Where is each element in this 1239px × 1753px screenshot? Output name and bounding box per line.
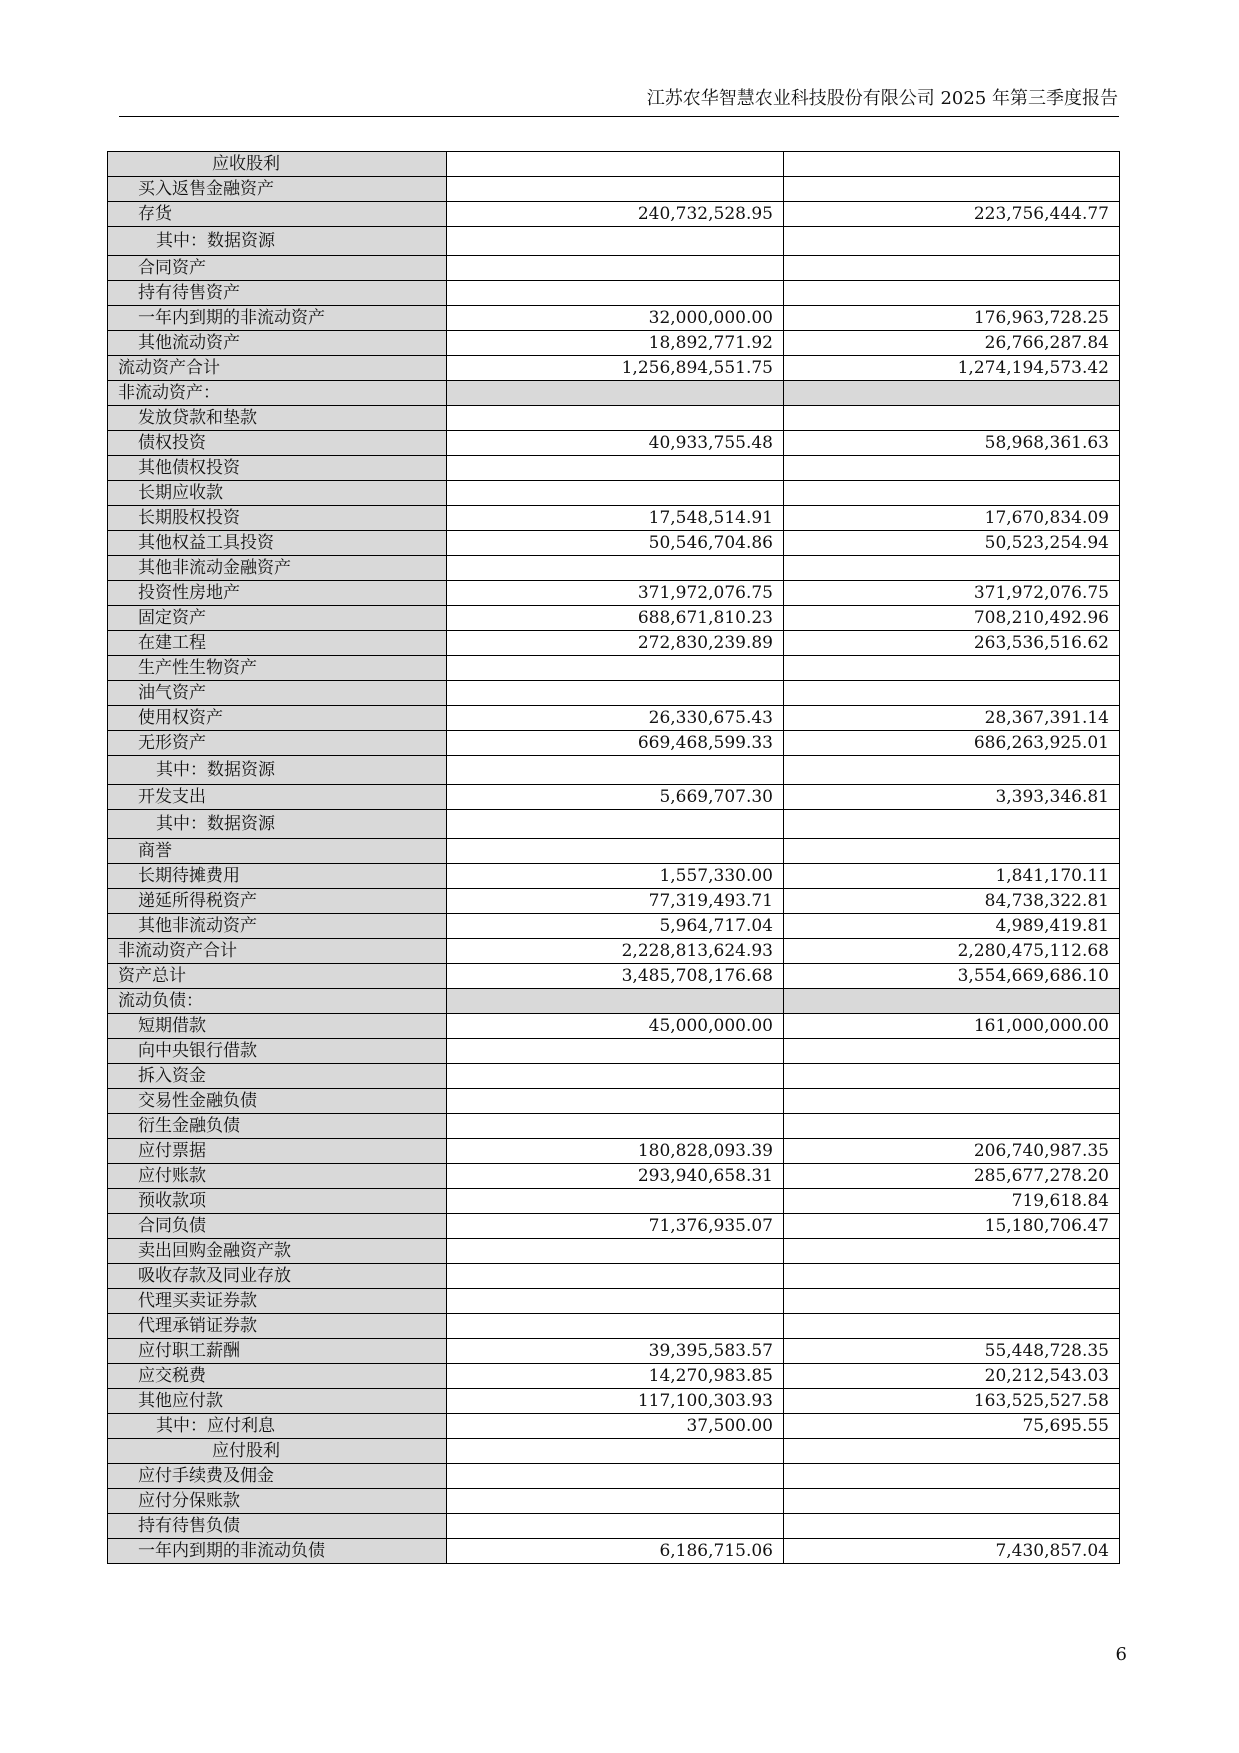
prior-period-value bbox=[784, 656, 1120, 681]
prior-period-value: 26,766,287.84 bbox=[784, 331, 1120, 356]
prior-period-value bbox=[784, 152, 1120, 177]
prior-period-value: 3,393,346.81 bbox=[784, 785, 1120, 810]
row-label: 短期借款 bbox=[108, 1014, 447, 1039]
current-period-value bbox=[447, 227, 784, 256]
row-label: 其他应付款 bbox=[108, 1389, 447, 1414]
current-period-value bbox=[447, 1489, 784, 1514]
table-row bbox=[108, 356, 1120, 381]
current-period-value: 26,330,675.43 bbox=[447, 706, 784, 731]
row-label: 买入返售金融资产 bbox=[108, 177, 447, 202]
row-label: 开发支出 bbox=[108, 785, 447, 810]
prior-period-value bbox=[784, 1464, 1120, 1489]
row-label: 油气资产 bbox=[108, 681, 447, 706]
prior-period-value bbox=[784, 1514, 1120, 1539]
table-row bbox=[108, 1164, 1120, 1189]
current-period-value: 293,940,658.31 bbox=[447, 1164, 784, 1189]
row-label: 应收股利 bbox=[108, 152, 447, 177]
table-row bbox=[108, 506, 1120, 531]
current-period-value: 272,830,239.89 bbox=[447, 631, 784, 656]
table-row bbox=[108, 431, 1120, 456]
prior-period-value bbox=[784, 1039, 1120, 1064]
row-label: 应付职工薪酬 bbox=[108, 1339, 447, 1364]
table-row bbox=[108, 1214, 1120, 1239]
prior-period-value bbox=[784, 1489, 1120, 1514]
table-row bbox=[108, 1539, 1120, 1564]
table-row bbox=[108, 1314, 1120, 1339]
table-row bbox=[108, 152, 1120, 177]
row-label: 流动资产合计 bbox=[108, 356, 447, 381]
header-divider bbox=[119, 116, 1119, 117]
prior-period-value: 163,525,527.58 bbox=[784, 1389, 1120, 1414]
current-period-value: 688,671,810.23 bbox=[447, 606, 784, 631]
table-row bbox=[108, 731, 1120, 756]
current-period-value: 2,228,813,624.93 bbox=[447, 939, 784, 964]
current-period-value: 45,000,000.00 bbox=[447, 1014, 784, 1039]
prior-period-value bbox=[784, 256, 1120, 281]
current-period-value bbox=[447, 1464, 784, 1489]
row-label: 债权投资 bbox=[108, 431, 447, 456]
current-period-value: 17,548,514.91 bbox=[447, 506, 784, 531]
prior-period-value: 176,963,728.25 bbox=[784, 306, 1120, 331]
current-period-value bbox=[447, 1289, 784, 1314]
table-row bbox=[108, 810, 1120, 839]
row-label: 应交税费 bbox=[108, 1364, 447, 1389]
row-label: 长期应收款 bbox=[108, 481, 447, 506]
row-label: 应付手续费及佣金 bbox=[108, 1464, 447, 1489]
current-period-value bbox=[447, 1264, 784, 1289]
table-row bbox=[108, 1239, 1120, 1264]
row-label: 其他流动资产 bbox=[108, 331, 447, 356]
table-row bbox=[108, 1414, 1120, 1439]
row-label: 其中：数据资源 bbox=[108, 227, 447, 256]
table-row bbox=[108, 606, 1120, 631]
current-period-value: 77,319,493.71 bbox=[447, 889, 784, 914]
current-period-value bbox=[447, 256, 784, 281]
table-row bbox=[108, 306, 1120, 331]
prior-period-value bbox=[784, 456, 1120, 481]
current-period-value: 18,892,771.92 bbox=[447, 331, 784, 356]
table-row bbox=[108, 864, 1120, 889]
table-row bbox=[108, 1389, 1120, 1414]
table-section-row bbox=[108, 989, 1120, 1014]
table-row bbox=[108, 889, 1120, 914]
row-label: 交易性金融负债 bbox=[108, 1089, 447, 1114]
current-period-value: 1,256,894,551.75 bbox=[447, 356, 784, 381]
current-period-value bbox=[447, 1439, 784, 1464]
prior-period-value bbox=[784, 1064, 1120, 1089]
table-row bbox=[108, 456, 1120, 481]
table-row bbox=[108, 964, 1120, 989]
current-period-value: 5,669,707.30 bbox=[447, 785, 784, 810]
current-period-value bbox=[447, 481, 784, 506]
current-period-value bbox=[447, 681, 784, 706]
current-period-value bbox=[447, 177, 784, 202]
current-period-value bbox=[447, 1089, 784, 1114]
current-period-value: 180,828,093.39 bbox=[447, 1139, 784, 1164]
table-row bbox=[108, 1439, 1120, 1464]
row-label: 其中：数据资源 bbox=[108, 756, 447, 785]
row-label: 投资性房地产 bbox=[108, 581, 447, 606]
table-section-row bbox=[108, 381, 1120, 406]
table-row bbox=[108, 556, 1120, 581]
current-period-value: 371,972,076.75 bbox=[447, 581, 784, 606]
table-row bbox=[108, 1489, 1120, 1514]
current-period-value: 39,395,583.57 bbox=[447, 1339, 784, 1364]
row-label: 吸收存款及同业存放 bbox=[108, 1264, 447, 1289]
prior-period-value bbox=[784, 227, 1120, 256]
row-label: 非流动资产合计 bbox=[108, 939, 447, 964]
row-label: 一年内到期的非流动负债 bbox=[108, 1539, 447, 1564]
row-label: 衍生金融负债 bbox=[108, 1114, 447, 1139]
prior-period-value: 263,536,516.62 bbox=[784, 631, 1120, 656]
table-row bbox=[108, 1039, 1120, 1064]
prior-period-value: 371,972,076.75 bbox=[784, 581, 1120, 606]
table-row bbox=[108, 177, 1120, 202]
table-row bbox=[108, 281, 1120, 306]
current-period-value: 6,186,715.06 bbox=[447, 1539, 784, 1564]
table-row bbox=[108, 914, 1120, 939]
row-label: 其中：数据资源 bbox=[108, 810, 447, 839]
table-row bbox=[108, 681, 1120, 706]
table-row bbox=[108, 202, 1120, 227]
table-row bbox=[108, 1364, 1120, 1389]
prior-period-value: 4,989,419.81 bbox=[784, 914, 1120, 939]
table-row bbox=[108, 581, 1120, 606]
prior-period-value: 84,738,322.81 bbox=[784, 889, 1120, 914]
prior-period-value: 206,740,987.35 bbox=[784, 1139, 1120, 1164]
prior-period-value: 1,841,170.11 bbox=[784, 864, 1120, 889]
prior-period-value bbox=[784, 1314, 1120, 1339]
row-label: 其他非流动资产 bbox=[108, 914, 447, 939]
current-period-value bbox=[447, 456, 784, 481]
row-label: 固定资产 bbox=[108, 606, 447, 631]
row-label: 持有待售负债 bbox=[108, 1514, 447, 1539]
prior-period-value: 17,670,834.09 bbox=[784, 506, 1120, 531]
prior-period-value: 7,430,857.04 bbox=[784, 1539, 1120, 1564]
current-period-value bbox=[447, 152, 784, 177]
prior-period-value: 15,180,706.47 bbox=[784, 1214, 1120, 1239]
prior-period-value bbox=[784, 681, 1120, 706]
current-period-value: 117,100,303.93 bbox=[447, 1389, 784, 1414]
prior-period-value bbox=[784, 1289, 1120, 1314]
page-number: 6 bbox=[1115, 1644, 1127, 1665]
prior-period-value: 55,448,728.35 bbox=[784, 1339, 1120, 1364]
row-label: 向中央银行借款 bbox=[108, 1039, 447, 1064]
table-row bbox=[108, 785, 1120, 810]
row-label: 合同负债 bbox=[108, 1214, 447, 1239]
row-label: 应付分保账款 bbox=[108, 1489, 447, 1514]
row-label: 持有待售资产 bbox=[108, 281, 447, 306]
current-period-value: 71,376,935.07 bbox=[447, 1214, 784, 1239]
row-label: 应付票据 bbox=[108, 1139, 447, 1164]
table-row bbox=[108, 481, 1120, 506]
row-label: 其中：应付利息 bbox=[108, 1414, 447, 1439]
row-label: 递延所得税资产 bbox=[108, 889, 447, 914]
prior-period-value bbox=[784, 406, 1120, 431]
current-period-value: 240,732,528.95 bbox=[447, 202, 784, 227]
row-label: 无形资产 bbox=[108, 731, 447, 756]
row-label: 在建工程 bbox=[108, 631, 447, 656]
table-row bbox=[108, 706, 1120, 731]
row-label: 预收款项 bbox=[108, 1189, 447, 1214]
current-period-value bbox=[447, 406, 784, 431]
prior-period-value bbox=[784, 839, 1120, 864]
current-period-value bbox=[447, 381, 784, 406]
prior-period-value: 75,695.55 bbox=[784, 1414, 1120, 1439]
prior-period-value bbox=[784, 810, 1120, 839]
table-row bbox=[108, 839, 1120, 864]
row-label: 长期股权投资 bbox=[108, 506, 447, 531]
current-period-value: 32,000,000.00 bbox=[447, 306, 784, 331]
prior-period-value bbox=[784, 989, 1120, 1014]
prior-period-value: 20,212,543.03 bbox=[784, 1364, 1120, 1389]
row-label: 流动负债： bbox=[108, 989, 447, 1014]
current-period-value bbox=[447, 1514, 784, 1539]
prior-period-value: 285,677,278.20 bbox=[784, 1164, 1120, 1189]
table-row bbox=[108, 656, 1120, 681]
prior-period-value: 3,554,669,686.10 bbox=[784, 964, 1120, 989]
row-label: 存货 bbox=[108, 202, 447, 227]
current-period-value bbox=[447, 1239, 784, 1264]
table-row bbox=[108, 227, 1120, 256]
prior-period-value: 161,000,000.00 bbox=[784, 1014, 1120, 1039]
current-period-value: 37,500.00 bbox=[447, 1414, 784, 1439]
current-period-value bbox=[447, 1189, 784, 1214]
current-period-value: 14,270,983.85 bbox=[447, 1364, 784, 1389]
current-period-value: 40,933,755.48 bbox=[447, 431, 784, 456]
prior-period-value bbox=[784, 281, 1120, 306]
current-period-value bbox=[447, 989, 784, 1014]
current-period-value bbox=[447, 810, 784, 839]
row-label: 非流动资产： bbox=[108, 381, 447, 406]
row-label: 应付账款 bbox=[108, 1164, 447, 1189]
table-row bbox=[108, 406, 1120, 431]
current-period-value bbox=[447, 556, 784, 581]
table-row bbox=[108, 1089, 1120, 1114]
row-label: 发放贷款和垫款 bbox=[108, 406, 447, 431]
row-label: 资产总计 bbox=[108, 964, 447, 989]
row-label: 拆入资金 bbox=[108, 1064, 447, 1089]
prior-period-value: 2,280,475,112.68 bbox=[784, 939, 1120, 964]
prior-period-value bbox=[784, 1439, 1120, 1464]
table-row bbox=[108, 1264, 1120, 1289]
prior-period-value: 223,756,444.77 bbox=[784, 202, 1120, 227]
row-label: 生产性生物资产 bbox=[108, 656, 447, 681]
prior-period-value bbox=[784, 177, 1120, 202]
table-row bbox=[108, 1139, 1120, 1164]
table-row bbox=[108, 1464, 1120, 1489]
prior-period-value bbox=[784, 1114, 1120, 1139]
table-row bbox=[108, 1064, 1120, 1089]
row-label: 合同资产 bbox=[108, 256, 447, 281]
table-row bbox=[108, 1339, 1120, 1364]
table-row bbox=[108, 939, 1120, 964]
prior-period-value: 1,274,194,573.42 bbox=[784, 356, 1120, 381]
table-row bbox=[108, 531, 1120, 556]
prior-period-value: 686,263,925.01 bbox=[784, 731, 1120, 756]
row-label: 卖出回购金融资产款 bbox=[108, 1239, 447, 1264]
table-row bbox=[108, 1189, 1120, 1214]
current-period-value bbox=[447, 1039, 784, 1064]
prior-period-value bbox=[784, 381, 1120, 406]
current-period-value bbox=[447, 839, 784, 864]
current-period-value bbox=[447, 281, 784, 306]
report-header-title: 江苏农华智慧农业科技股份有限公司 2025 年第三季度报告 bbox=[646, 88, 1118, 109]
prior-period-value: 50,523,254.94 bbox=[784, 531, 1120, 556]
row-label: 其他非流动金融资产 bbox=[108, 556, 447, 581]
current-period-value bbox=[447, 1314, 784, 1339]
current-period-value bbox=[447, 756, 784, 785]
current-period-value: 669,468,599.33 bbox=[447, 731, 784, 756]
table-row bbox=[108, 631, 1120, 656]
prior-period-value bbox=[784, 1239, 1120, 1264]
table-row bbox=[108, 256, 1120, 281]
current-period-value bbox=[447, 1114, 784, 1139]
row-label: 一年内到期的非流动资产 bbox=[108, 306, 447, 331]
row-label: 其他权益工具投资 bbox=[108, 531, 447, 556]
table-row bbox=[108, 331, 1120, 356]
prior-period-value: 719,618.84 bbox=[784, 1189, 1120, 1214]
prior-period-value: 28,367,391.14 bbox=[784, 706, 1120, 731]
prior-period-value bbox=[784, 756, 1120, 785]
prior-period-value: 708,210,492.96 bbox=[784, 606, 1120, 631]
row-label: 应付股利 bbox=[108, 1439, 447, 1464]
table-row bbox=[108, 756, 1120, 785]
row-label: 其他债权投资 bbox=[108, 456, 447, 481]
table-row bbox=[108, 1114, 1120, 1139]
current-period-value: 50,546,704.86 bbox=[447, 531, 784, 556]
prior-period-value bbox=[784, 1264, 1120, 1289]
current-period-value: 3,485,708,176.68 bbox=[447, 964, 784, 989]
row-label: 代理承销证券款 bbox=[108, 1314, 447, 1339]
current-period-value: 5,964,717.04 bbox=[447, 914, 784, 939]
current-period-value bbox=[447, 656, 784, 681]
balance-sheet-body bbox=[108, 152, 1120, 1564]
prior-period-value: 58,968,361.63 bbox=[784, 431, 1120, 456]
balance-sheet-table bbox=[107, 151, 1120, 1564]
row-label: 代理买卖证券款 bbox=[108, 1289, 447, 1314]
table-row bbox=[108, 1514, 1120, 1539]
row-label: 使用权资产 bbox=[108, 706, 447, 731]
row-label: 商誉 bbox=[108, 839, 447, 864]
table-row bbox=[108, 1014, 1120, 1039]
prior-period-value bbox=[784, 481, 1120, 506]
prior-period-value bbox=[784, 556, 1120, 581]
table-row bbox=[108, 1289, 1120, 1314]
prior-period-value bbox=[784, 1089, 1120, 1114]
row-label: 长期待摊费用 bbox=[108, 864, 447, 889]
current-period-value bbox=[447, 1064, 784, 1089]
current-period-value: 1,557,330.00 bbox=[447, 864, 784, 889]
